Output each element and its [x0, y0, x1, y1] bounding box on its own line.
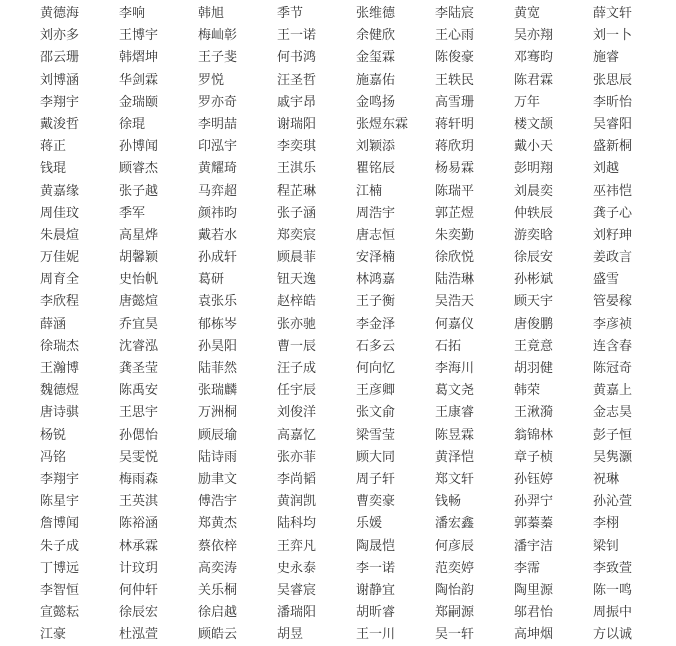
name-cell: 谢静宜 — [356, 582, 396, 598]
name-cell: 徐琨 — [119, 116, 146, 132]
name-cell: 邓骞昀 — [514, 50, 554, 66]
name-cell: 李致萱 — [593, 560, 633, 576]
name-cell: 陈一鸣 — [593, 582, 633, 598]
name-cell: 江楠 — [356, 183, 383, 199]
name-cell: 周浩宇 — [356, 205, 396, 221]
name-cell: 陆菲然 — [198, 361, 238, 376]
name-cell: 姜政言 — [593, 250, 633, 266]
name-cell: 陶里源 — [514, 582, 554, 598]
name-cell: 励聿文 — [198, 471, 238, 487]
name-cell: 唐俊鹏 — [514, 316, 554, 332]
name-cell: 徐启越 — [198, 605, 238, 621]
name-cell: 刘博涵 — [40, 72, 80, 88]
name-cell: 曹一辰 — [277, 338, 317, 354]
name-cell: 张煜东霖 — [356, 116, 409, 132]
name-cell: 巫祎恺 — [593, 183, 633, 199]
name-cell: 李金泽 — [356, 316, 396, 332]
name-cell: 章子桢 — [514, 449, 554, 465]
name-cell: 张亦菲 — [277, 449, 317, 465]
name-cell: 颜祎昀 — [198, 205, 238, 221]
name-cell: 王思宇 — [119, 405, 159, 421]
name-cell: 李霈 — [514, 560, 541, 576]
name-cell: 戴小天 — [514, 139, 554, 155]
name-cell: 钱畅 — [435, 494, 462, 510]
name-cell: 蒋轩明 — [435, 116, 475, 132]
name-cell: 戴若水 — [198, 227, 238, 243]
name-cell: 陆诗雨 — [198, 449, 238, 465]
name-cell: 蒋欣玥 — [435, 139, 475, 155]
name-cell: 孙沁萱 — [593, 494, 633, 510]
name-cell: 高嘉忆 — [277, 427, 317, 443]
name-cell: 李翔宇 — [40, 471, 80, 487]
name-cell: 孙昊阳 — [198, 338, 238, 354]
name-cell: 郁栋岑 — [198, 316, 238, 332]
name-cell: 高坤烟 — [514, 627, 554, 643]
name-cell: 李栩 — [593, 516, 620, 532]
name-cell: 胡馨颖 — [119, 250, 159, 266]
name-cell: 孙偲怡 — [119, 427, 159, 443]
name-cell: 吴睿阳 — [593, 116, 633, 132]
name-cell: 张子越 — [119, 183, 159, 199]
name-cell: 蒋正 — [40, 139, 67, 155]
name-cell: 郑嗣源 — [435, 605, 475, 621]
name-cell: 孙彬斌 — [514, 272, 554, 288]
name-cell: 徐欣悦 — [435, 250, 475, 266]
name-cell: 李响 — [119, 6, 146, 21]
name-cell: 李奕琪 — [277, 139, 317, 155]
name-cell: 何彦辰 — [435, 538, 475, 554]
name-cell: 王彦卿 — [356, 383, 396, 399]
name-cell: 钮天逸 — [277, 272, 317, 288]
name-cell: 王康睿 — [435, 405, 475, 421]
name-cell: 吴亦翔 — [514, 28, 554, 44]
name-cell: 朱子成 — [40, 538, 80, 554]
name-cell: 黄润凯 — [277, 494, 317, 510]
name-cell: 郑奕宸 — [277, 227, 317, 243]
name-cell: 王瀚博 — [40, 361, 80, 376]
name-cell: 李明喆 — [198, 116, 238, 132]
name-cell: 安泽楠 — [356, 250, 396, 266]
name-cell: 傅浩宇 — [198, 494, 238, 510]
name-grid — [40, 3, 676, 646]
name-cell: 李陆宸 — [435, 6, 475, 21]
name-cell: 瞿铭辰 — [356, 161, 396, 177]
name-cell: 魏德煜 — [40, 383, 80, 399]
name-cell: 陈昱霖 — [435, 427, 475, 443]
name-cell: 黄嘉缘 — [40, 183, 80, 199]
name-cell: 马弈超 — [198, 183, 238, 199]
name-cell: 李一诺 — [356, 560, 396, 576]
name-cell: 刘晨奕 — [514, 183, 554, 199]
name-cell: 李翔宇 — [40, 94, 80, 110]
name-cell: 乐媛 — [356, 516, 383, 532]
name-cell: 邬君怡 — [514, 605, 554, 621]
name-cell: 金鸣扬 — [356, 94, 396, 110]
name-cell: 胡昱 — [277, 627, 304, 643]
name-cell: 刘籽珅 — [593, 227, 633, 243]
name-cell: 何书鸿 — [277, 50, 317, 66]
name-cell: 唐诗骐 — [40, 405, 80, 421]
name-cell: 顾辰瑜 — [198, 427, 238, 443]
name-cell: 陈冠奇 — [593, 361, 633, 376]
name-cell: 郭蓁蓁 — [514, 516, 554, 532]
name-cell: 王心雨 — [435, 28, 475, 44]
name-cell: 周子轩 — [356, 471, 396, 487]
name-cell: 陈裕涵 — [119, 516, 159, 532]
name-cell: 彭明翔 — [514, 161, 554, 177]
name-cell: 黄泽恺 — [435, 449, 475, 465]
name-cell: 徐辰宏 — [119, 605, 159, 621]
name-cell: 陆浩琳 — [435, 272, 475, 288]
name-cell: 施嘉佑 — [356, 72, 396, 88]
name-cell: 计玟玥 — [119, 560, 159, 576]
name-cell: 吴睿宸 — [277, 582, 317, 598]
name-cell: 陈瑞平 — [435, 183, 475, 199]
name-cell: 戴浚哲 — [40, 116, 80, 132]
name-cell: 林鸿嘉 — [356, 272, 396, 288]
name-cell: 陈俊豪 — [435, 50, 475, 66]
name-cell: 罗亦奇 — [198, 94, 238, 110]
name-cell: 李欣程 — [40, 294, 80, 310]
name-cell: 顾晨菲 — [277, 250, 317, 266]
name-cell: 梅屾彰 — [198, 28, 238, 44]
name-cell: 吴一轩 — [435, 627, 475, 643]
name-cell: 陶怡韵 — [435, 582, 475, 598]
name-cell: 王博宇 — [119, 28, 159, 44]
name-cell: 季军 — [119, 205, 146, 221]
name-cell: 范奕婷 — [435, 560, 475, 576]
name-cell: 徐瑞杰 — [40, 338, 80, 354]
name-cell: 朱晨煊 — [40, 227, 80, 243]
name-cell: 乔宜昊 — [119, 316, 159, 332]
name-cell: 金玺霖 — [356, 50, 396, 66]
name-cell: 程芷琳 — [277, 183, 317, 199]
name-cell: 金志昊 — [593, 405, 633, 421]
name-cell: 刘越 — [593, 161, 620, 177]
name-cell: 朱奕勤 — [435, 227, 475, 243]
name-cell: 潘宇洁 — [514, 538, 554, 554]
name-cell: 孙博闻 — [119, 139, 159, 155]
name-cell: 王弈凡 — [277, 538, 317, 554]
name-cell: 潘瑞阳 — [277, 605, 317, 621]
name-cell: 何仲轩 — [119, 582, 159, 598]
name-cell: 刘颖添 — [356, 139, 396, 155]
name-cell: 唐懿煊 — [119, 294, 159, 310]
name-cell: 王竟意 — [514, 338, 554, 354]
name-cell: 王一诺 — [277, 28, 317, 44]
name-cell: 葛文尧 — [435, 383, 475, 399]
name-cell: 孙羿宁 — [514, 494, 554, 510]
name-cell: 龚圣莹 — [119, 361, 159, 376]
name-cell: 詹博闻 — [40, 516, 80, 532]
name-cell: 张瑞麟 — [198, 383, 238, 399]
name-cell: 龚子心 — [593, 205, 633, 221]
name-cell: 高奕涛 — [198, 560, 238, 576]
name-cell: 汪圣哲 — [277, 72, 317, 88]
name-cell: 林承霖 — [119, 538, 159, 554]
name-cell: 史怡帆 — [119, 272, 159, 288]
name-cell: 周育全 — [40, 272, 80, 288]
name-cell: 季节 — [277, 6, 304, 21]
name-cell: 何向忆 — [356, 361, 396, 376]
name-cell: 陈君霖 — [514, 72, 554, 88]
name-cell: 关乐桐 — [198, 582, 238, 598]
name-cell: 李昕怡 — [593, 94, 633, 110]
name-cell: 顾大同 — [356, 449, 396, 465]
name-cell: 张维德 — [356, 6, 396, 21]
name-cell: 韩荣 — [514, 383, 541, 399]
name-cell: 丁博远 — [40, 560, 80, 576]
name-cell: 谢瑞阳 — [277, 116, 317, 132]
name-cell: 钱琨 — [40, 161, 67, 177]
name-cell: 冯铭 — [40, 449, 67, 465]
name-cell: 孙成轩 — [198, 250, 238, 266]
name-cell: 周振中 — [593, 605, 633, 621]
name-cell: 杜泓萱 — [119, 627, 159, 643]
name-cell: 胡羽健 — [514, 361, 554, 376]
name-cell: 陈星宇 — [40, 494, 80, 510]
name-cell: 王子衡 — [356, 294, 396, 310]
name-cell: 潘宏鑫 — [435, 516, 475, 532]
name-cell: 杨锐 — [40, 427, 67, 443]
name-cell: 游奕晗 — [514, 227, 554, 243]
name-cell: 史永泰 — [277, 560, 317, 576]
name-cell: 张思辰 — [593, 72, 633, 88]
name-cell: 黄宽 — [514, 6, 541, 21]
name-cell: 葛研 — [198, 272, 225, 288]
name-cell: 万年 — [514, 94, 541, 110]
name-cell: 刘俊洋 — [277, 405, 317, 421]
name-cell: 高星烨 — [119, 227, 159, 243]
name-cell: 何嘉仪 — [435, 316, 475, 332]
name-cell: 梅雨森 — [119, 471, 159, 487]
name-cell: 吴雯悦 — [119, 449, 159, 465]
name-cell: 万佳妮 — [40, 250, 80, 266]
name-cell: 金瑞颐 — [119, 94, 159, 110]
name-cell: 郭芷煜 — [435, 205, 475, 221]
name-cell: 王英淇 — [119, 494, 159, 510]
name-cell: 刘亦多 — [40, 28, 80, 44]
name-cell: 连含春 — [593, 338, 633, 354]
name-cell: 仲轶辰 — [514, 205, 554, 221]
name-cell: 任宇辰 — [277, 383, 317, 399]
name-cell: 周佳玟 — [40, 205, 80, 221]
name-cell: 吴浩天 — [435, 294, 475, 310]
name-cell: 余健欣 — [356, 28, 396, 44]
name-cell: 王淇乐 — [277, 161, 317, 177]
name-cell: 黄嘉上 — [593, 383, 633, 399]
name-cell: 王湫漪 — [514, 405, 554, 421]
name-cell: 杨易霖 — [435, 161, 475, 177]
name-cell: 方以诚 — [593, 627, 633, 643]
name-cell: 宣懿耘 — [40, 605, 80, 621]
name-cell: 孙钰婷 — [514, 471, 554, 487]
name-cell: 李尚韬 — [277, 471, 317, 487]
name-cell: 印泓宇 — [198, 139, 238, 155]
name-cell: 石拓 — [435, 338, 462, 354]
name-cell: 沈睿泓 — [119, 338, 159, 354]
name-cell: 郑文轩 — [435, 471, 475, 487]
name-cell: 王一川 — [356, 627, 396, 643]
name-cell: 陶晟恺 — [356, 538, 396, 554]
name-cell: 顾皓云 — [198, 627, 238, 643]
name-cell: 罗悦 — [198, 72, 225, 88]
name-cell: 高雪珊 — [435, 94, 475, 110]
name-cell: 陆科均 — [277, 516, 317, 532]
name-cell: 万洲桐 — [198, 405, 238, 421]
name-cell: 李智恒 — [40, 582, 80, 598]
name-cell: 薛文轩 — [593, 6, 633, 21]
name-cell: 李彦祯 — [593, 316, 633, 332]
name-cell: 韩熠坤 — [119, 50, 159, 66]
name-cell: 汪子成 — [277, 361, 317, 376]
name-cell: 彭子恒 — [593, 427, 633, 443]
name-cell: 翁锦林 — [514, 427, 554, 443]
name-cell: 江豪 — [40, 627, 67, 643]
name-cell: 黄耀琦 — [198, 161, 238, 177]
name-cell: 刘一卜 — [593, 28, 633, 44]
name-cell: 胡昕睿 — [356, 605, 396, 621]
name-cell: 顾天宇 — [514, 294, 554, 310]
name-cell: 张文俞 — [356, 405, 396, 421]
name-cell: 戚宇昂 — [277, 94, 317, 110]
name-cell: 盛新桐 — [593, 139, 633, 155]
name-cell: 袁张乐 — [198, 294, 238, 310]
name-cell: 郑黄杰 — [198, 516, 238, 532]
name-cell: 王轶民 — [435, 72, 475, 88]
name-cell: 梁钊 — [593, 538, 620, 554]
name-cell: 韩旭 — [198, 6, 225, 21]
name-cell: 吴隽灏 — [593, 449, 633, 465]
name-cell: 祝琳 — [593, 471, 620, 487]
name-cell: 楼文颉 — [514, 116, 554, 132]
name-cell: 盛雪 — [593, 272, 620, 288]
name-cell: 张亦驰 — [277, 316, 317, 332]
name-cell: 邵云珊 — [40, 50, 80, 66]
name-cell: 陈禹安 — [119, 383, 159, 399]
name-cell: 顾睿杰 — [119, 161, 159, 177]
name-cell: 唐志恒 — [356, 227, 396, 243]
name-cell: 张子涵 — [277, 205, 317, 221]
name-cell: 梁雪莹 — [356, 427, 396, 443]
name-cell: 曹奕豪 — [356, 494, 396, 510]
name-cell: 赵梓皓 — [277, 294, 317, 310]
name-cell: 蔡依梓 — [198, 538, 238, 554]
name-cell: 王子斐 — [198, 50, 238, 66]
name-cell: 徐辰安 — [514, 250, 554, 266]
name-cell: 黄德海 — [40, 6, 80, 21]
name-cell: 石多云 — [356, 338, 396, 354]
name-cell: 李海川 — [435, 361, 475, 376]
name-cell: 薛涵 — [40, 316, 67, 332]
name-cell: 华剑霖 — [119, 72, 159, 88]
name-cell: 施睿 — [593, 50, 620, 66]
name-cell: 管晏稼 — [593, 294, 633, 310]
